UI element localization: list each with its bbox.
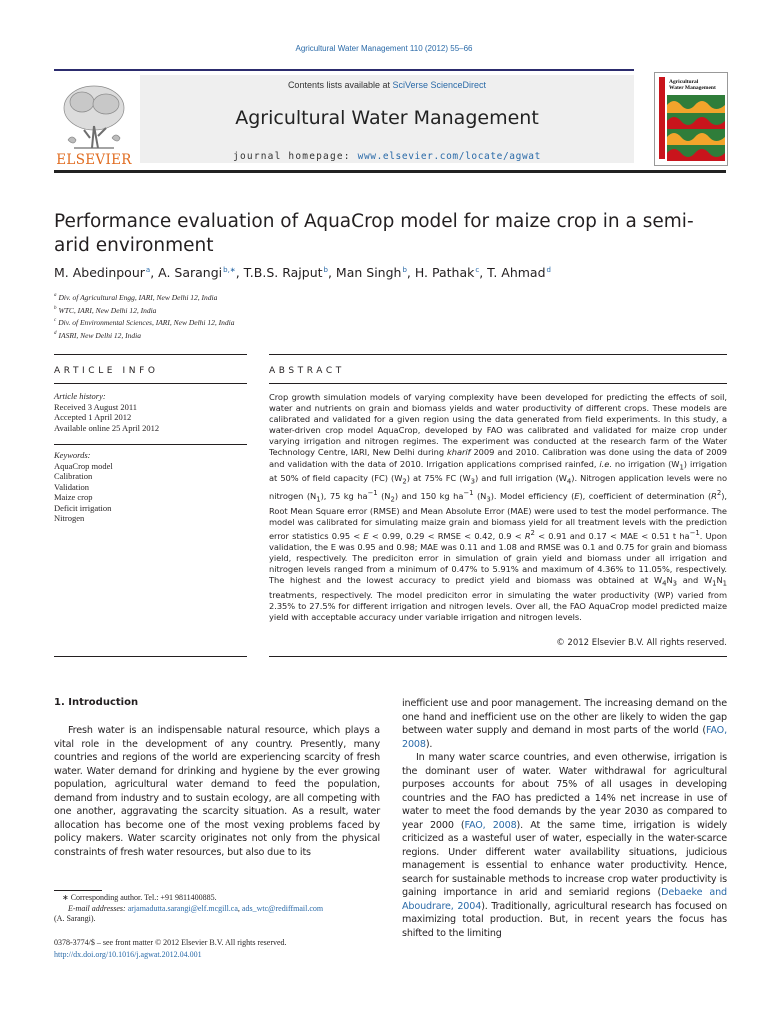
author-affil-marker[interactable]: b [402, 266, 407, 274]
body-paragraph: Fresh water is an indispensable natural resource, which plays a vital role in the development of any country. Presently, many countries and regions of the world are experiencing scarcity of fresh water. Water demand for drinking and hygiene by the ever growing population, agricultural water demand to feed the population, demand from industry and to sustain ecology, are all competing with one another, aggravating the scarcity situation. As a result, water allocation has become one of the most vexing problems faced by policy makers. Water scarcity originates not only from the physical constraints of fresh water resources, but also due to its [54, 725, 380, 858]
homepage-prefix: journal homepage: [233, 151, 358, 162]
email-link[interactable]: ads_wtc@rediffmail.com [241, 903, 324, 913]
keyword-item[interactable]: Nitrogen [54, 513, 85, 523]
article-history [54, 391, 247, 433]
author-affil-marker[interactable]: c [475, 266, 480, 274]
keyword-item[interactable]: AquaCrop model [54, 460, 113, 471]
article-info-mid-rule [54, 383, 247, 384]
abstract-mid-rule [269, 383, 727, 384]
footnote [54, 893, 394, 925]
contents-prefix: Contents lists available at [287, 80, 393, 90]
history-accepted: Accepted 1 April 2012 [54, 412, 132, 422]
author-affil-marker[interactable]: d [546, 266, 551, 274]
cover-pattern [667, 95, 725, 161]
article-info-bottom-rule [54, 656, 247, 657]
affiliations [54, 291, 234, 341]
author-name[interactable]: T. Ahmad [487, 265, 546, 280]
history-online: Available online 25 April 2012 [54, 422, 160, 433]
sciencedirect-link[interactable]: SciVerse ScienceDirect [392, 80, 487, 90]
citation-link[interactable]: FAO, 2008 [402, 725, 727, 750]
keyword-item[interactable]: Calibration [54, 471, 93, 481]
journal-reference[interactable]: Agricultural Water Management 110 (2012) 55–66 [295, 44, 473, 53]
affiliation-marker: d [54, 330, 57, 336]
body-column-right [402, 697, 727, 940]
author-name[interactable]: A. Sarangi [158, 265, 223, 280]
author-name[interactable]: H. Pathak [414, 265, 475, 280]
abstract-bottom-rule [269, 656, 727, 657]
citation-link[interactable]: FAO, 2008 [464, 819, 517, 831]
publication-info [54, 937, 394, 960]
author-list: M. Abedinpour$^a$, A. Sarangi$^{b,∗}$, T.B.S. Rajput$^b$, Man Singh$^b$, H. Pathak$^c$, T. Ahmad$^d$ [54, 265, 551, 280]
affiliation-item [54, 304, 234, 317]
article-title: Performance evaluation of AquaCrop model for maize crop in a semi-arid environment [54, 211, 694, 256]
issn-line: 0378-3774/$ – see front matter © 2012 Elsevier B.V. All rights reserved. [54, 938, 287, 947]
article-info-heading: ARTICLE INFO [54, 366, 159, 376]
history-received: Received 3 August 2011 [54, 401, 138, 412]
author-affil-marker[interactable]: b,∗ [223, 266, 236, 274]
corresponding-author-note: ∗ Corresponding author. Tel.: +91 9811400885. [62, 893, 217, 902]
author-name[interactable]: Man Singh [335, 265, 402, 280]
homepage-line [140, 151, 634, 162]
affiliation-text: Div. of Environmental Sciences, IARI, New Delhi 12, India [58, 318, 235, 327]
author-name[interactable]: M. Abedinpour [54, 265, 145, 280]
affiliation-text: Div. of Agricultural Engg, IARI, New Delhi 12, India [58, 293, 218, 302]
affiliation-marker: a [54, 293, 57, 298]
doi-link[interactable]: http://dx.doi.org/10.1016/j.agwat.2012.04.001 [54, 949, 202, 959]
journal-title: Agricultural Water Management [235, 107, 539, 129]
keyword-item[interactable]: Deficit irrigation [54, 502, 112, 513]
affiliation-text: WTC, IARI, New Delhi 12, India [58, 305, 157, 315]
contents-line [140, 80, 634, 90]
keyword-item[interactable]: Maize crop [54, 492, 93, 502]
cover-title-line2: Water Management [669, 85, 716, 91]
affiliation-item [54, 316, 234, 329]
body-paragraph: inefficient use and poor management. The increasing demand on the one hand and inefficient use on the other are likely to widen the gap between water supply and demand in most parts of the world (FAO, 2008). [402, 698, 727, 750]
author-name[interactable]: T.B.S. Rajput [243, 265, 323, 280]
header-top-rule [54, 69, 634, 71]
affiliation-item [54, 329, 234, 342]
abstract-top-rule [269, 354, 727, 355]
affiliation-marker: b [54, 305, 57, 311]
cover-red-stripe [659, 77, 665, 159]
body-column-left [54, 724, 380, 859]
email-label: E-mail addresses: [68, 903, 126, 913]
citation-link[interactable]: Debaeke and Aboudrare, 2004 [402, 887, 727, 912]
history-label: Article history: [54, 391, 106, 401]
affiliation-marker: c [54, 318, 57, 323]
elsevier-logo-text: ELSEVIER [56, 152, 132, 168]
abstract-text: Crop growth simulation models of varying complexity have been developed for predicting the effects of soil, water and nutrients on grain and biomass yields and water productivity of different crops. These models are calibrated and validated for a given region using the data generated from field experiments. In this study, a water-driven crop model AquaCrop, developed by FAO was calibrated and validated for maize crop under varying irrigation and nitrogen regimes. The experiment was conducted at the research farm of the Water Technology Centre, IARI, New Delhi during kharif 2009 and 2010. Calibration was done using the data of 2009 and validation with the data of 2010. Irrigation applications comprised rainfed, i.e. no irrigation $(W_1)$ irrigation at 50% of field capacity (FC) $(W_2)$ at 75% FC $(W_3)$ and full irrigation $(W_4)$. Nitrogen application levels were no nitrogen $(N_1)$, 75 kg $ha^{-1}$ $(N_2)$ and 150 kg $ha^{-1}$ $(N_3)$. Model efficiency (E), coefficient of determination $(R^2)$, Root Mean Square error (RMSE) and Mean Absolute Error (MAE) were used to test the model performance. The model was calibrated for simulating maize grain and biomass yield for all treatment levels with the prediction error statistics 0.95 < E < 0.99, 0.29 < RMSE < 0.42, $0.9 < R^2 < 0.91$ and 0.17 < MAE < 0.51 t $ha^{-1}$. Upon validation, the E was 0.95 and 0.98; MAE was 0.11 and 1.08 and RMSE was 0.1 and 0.75 for grain and biomass yield, respectively. The prediciton error in simulation of grain yield and biomass under all irrigation and nitrogen levels ranged from a minimum of 0.47% to 5.91% and maximum of 4.36% to 11.05%, respectively. The highest and the lowest accuracy to predict yield and biomass was obtained at $W_4N_3$ and $W_1N_1$ treatments, respectively. The model prediciton error in simulating the water productivity (WP) varied from 2.35% to 27.5% for different irrigation and nitrogen levels. Over all, the FAO AquaCrop model predicted maize yield with acceptable accuracy under variable irrigation and nitrogen levels. [269, 392, 728, 622]
email-link[interactable]: arjamadutta.sarangi@elf.mcgill.ca [127, 903, 238, 913]
affiliation-text: IASRI, New Delhi 12, India [58, 330, 141, 340]
keywords-block [54, 450, 247, 524]
homepage-link[interactable]: www.elsevier.com/locate/agwat [357, 151, 541, 162]
affiliation-item [54, 291, 234, 304]
journal-cover-thumbnail[interactable] [654, 72, 728, 166]
body-paragraph: In many water scarce countries, and even otherwise, irrigation is the dominant user of water. Water withdrawal for agricultural purposes accounts for about 75% of all usages in developing countries and the FAO has predicted a 14% net increase in use of water to meet the food demands by the year 2030 as compared to year 2000 (FAO, 2008). At the same time, irrigation is widely criticized as a wasteful user of water, especially in the water-scarce regions. Under different water availability situations, judicious management is essential to enhance water productivity. Hence, search for sustainable methods to increase crop water productivity is gaining importance in arid and semiarid regions (Debaeke and Aboudrare, 2004). Traditionally, agricultural research has focused on maximizing total production. But, in recent years the focus has shifted to the limiting [402, 752, 727, 939]
header-bottom-rule [54, 170, 726, 173]
keywords-rule [54, 444, 247, 445]
cover-title [669, 79, 716, 91]
footnote-rule [54, 890, 102, 891]
copyright-line: © 2012 Elsevier B.V. All rights reserved. [556, 638, 727, 648]
author-affil-marker[interactable]: b [323, 266, 328, 274]
email-line: E-mail addresses: arjamadutta.sarangi@elf.mcgill.ca, ads_wtc@rediffmail.com [68, 903, 324, 913]
author-affil-marker[interactable]: a [145, 266, 151, 274]
email-owner: (A. Sarangi). [54, 914, 96, 923]
keyword-item[interactable]: Validation [54, 481, 89, 492]
article-info-top-rule [54, 354, 247, 355]
keywords-label: Keywords: [54, 450, 91, 460]
cover-title-line1: Agricultural [669, 79, 699, 85]
abstract-heading: ABSTRACT [269, 366, 345, 376]
section-heading-introduction: 1. Introduction [54, 697, 139, 708]
